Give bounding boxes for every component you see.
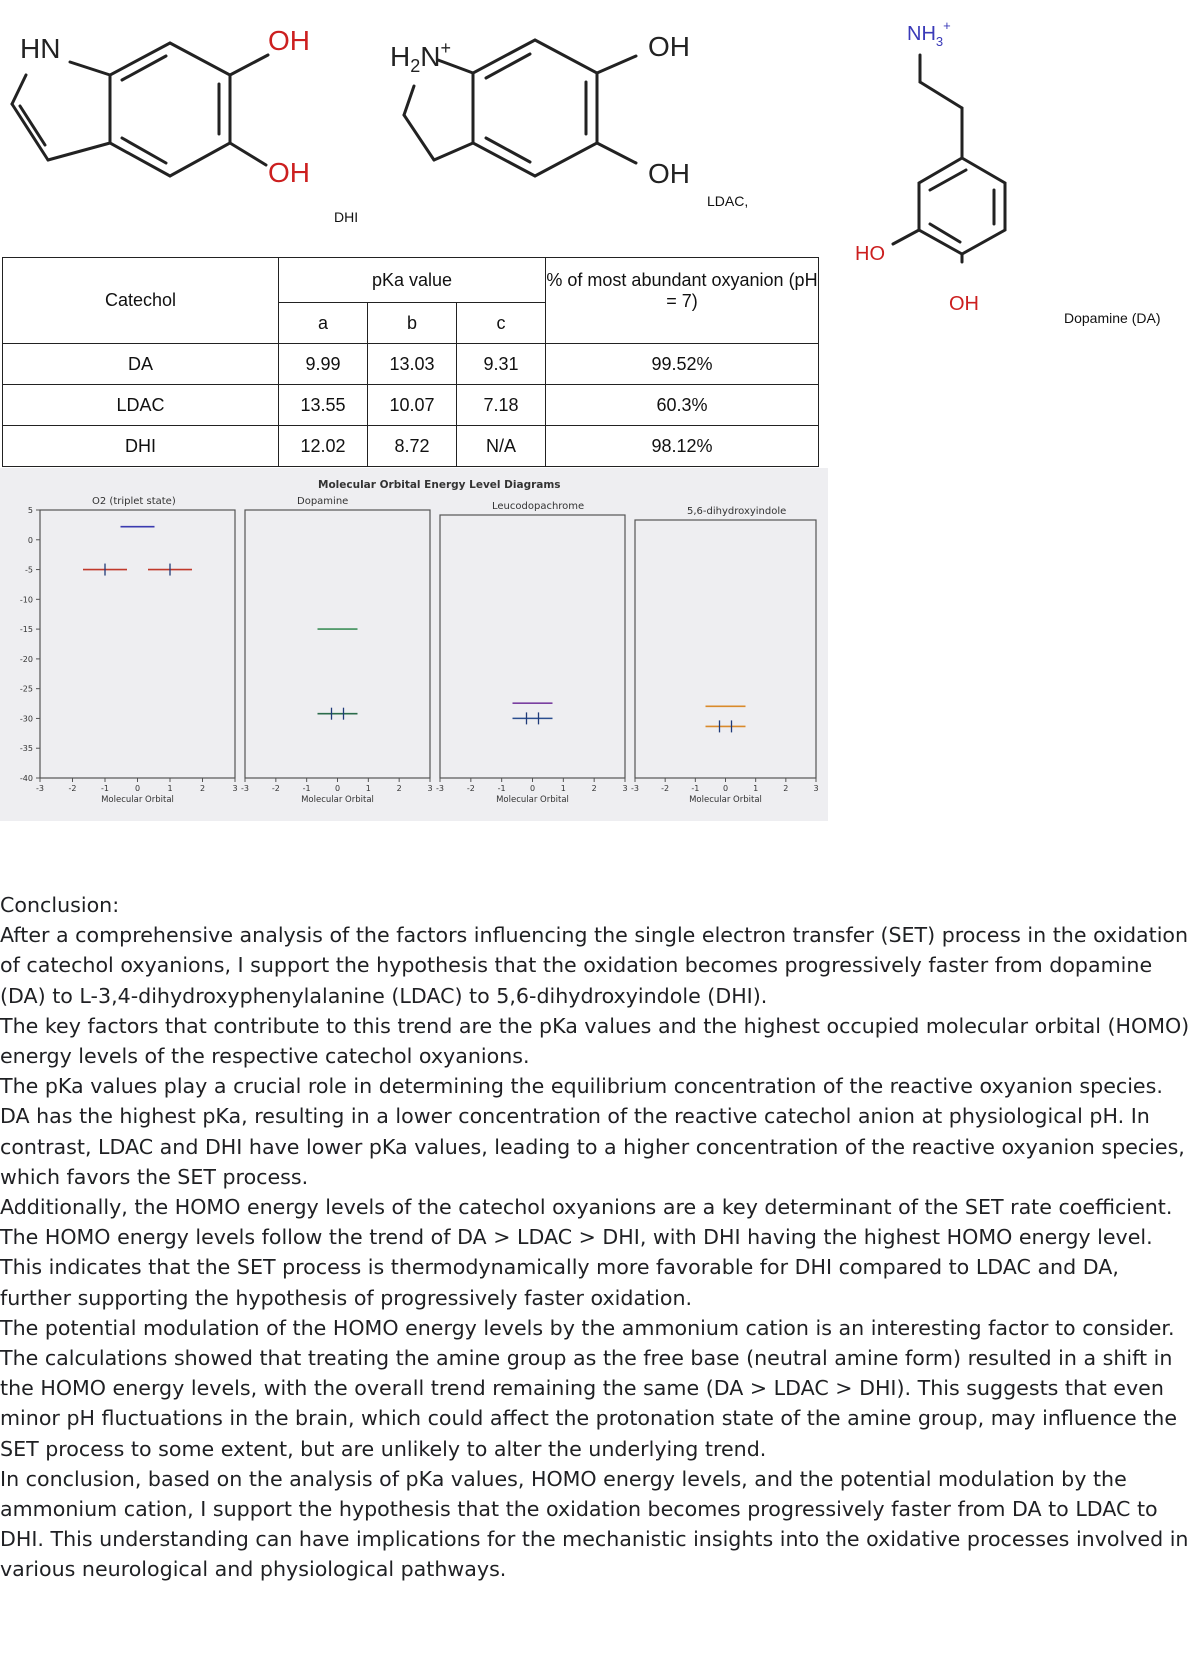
x-tick-label: 3 — [232, 784, 238, 793]
x-tick-label: 0 — [529, 784, 536, 793]
y-tick-label: 0 — [27, 535, 33, 545]
conclusion-paragraph: The pKa values play a crucial role in determining the equilibrium concentration of the reactive oxyanion species. DA has the highest pKa, resulting in a lower concentration of the reactive catechol anion at physiological pH. In contrast, LDAC and DHI have lower pKa values, leading to a higher concentration of the reactive oxyanion species, which favors the SET process. — [0, 1074, 1185, 1189]
mo-diagram-photo — [0, 468, 828, 821]
x-tick-label: 2 — [199, 784, 206, 793]
pka-b: 10.07 — [368, 385, 457, 426]
pka-header: pKa value — [279, 258, 546, 303]
panel-frame — [635, 520, 816, 778]
x-tick-label: 1 — [560, 784, 566, 793]
percent-value: 98.12% — [546, 426, 819, 467]
x-tick-label: -1 — [691, 784, 700, 793]
y-tick-label: -15 — [19, 625, 33, 635]
x-tick-label: 1 — [753, 784, 759, 793]
pka-b: 8.72 — [368, 426, 457, 467]
conclusion-paragraph: The potential modulation of the HOMO energy levels by the ammonium cation is an interesting factor to consider. The calculations showed that treating the amine group as the free base (neutral amine form) resulted in a shift in the HOMO energy levels, with the overall trend remaining the same (DA > LDAC > DHI). This suggests that even minor pH fluctuations in the brain, which could affect the protonation state of the amine group, may influence the SET process to some extent, but are unlikely to alter the underlying trend. — [0, 1315, 1177, 1461]
x-tick-label: -1 — [497, 784, 506, 793]
conclusion-heading: Conclusion: — [0, 893, 120, 917]
pka-c: 9.31 — [457, 344, 546, 385]
panel-frame — [440, 515, 625, 778]
panel-title: 5,6-dihydroxyindole — [687, 506, 787, 517]
dopamine-ammonium-label: $NH_3^+$ — [907, 18, 951, 49]
x-tick-label: 1 — [167, 784, 173, 793]
dopamine-oh-label: OH — [949, 293, 979, 315]
percent-header: % of most abundant oxyanion (pH = 7) — [546, 258, 819, 344]
y-tick-label: -5 — [25, 565, 33, 575]
panel-frame — [245, 510, 430, 778]
table-row — [3, 344, 819, 385]
pka-a: 13.55 — [279, 385, 368, 426]
y-tick-label: 5 — [27, 506, 33, 515]
dhi-nh-label: HN — [20, 33, 61, 64]
pka-a: 12.02 — [279, 426, 368, 467]
y-tick-label: -10 — [19, 595, 33, 605]
pka-b: 13.03 — [368, 344, 457, 385]
catechol-header: Catechol — [3, 258, 279, 344]
ldac-amine-label: $H_2N^+$ — [390, 38, 451, 76]
catechol-name: LDAC — [3, 385, 279, 426]
x-tick-label: -1 — [302, 784, 311, 793]
y-tick-label: -20 — [19, 654, 33, 664]
dhi-oh-bottom-label: OH — [268, 157, 310, 188]
pka-c: 7.18 — [457, 385, 546, 426]
ldac-oh-bottom-label: OH — [648, 158, 690, 189]
conclusion-section — [0, 890, 1196, 1585]
x-tick-label: 3 — [813, 784, 819, 793]
x-tick-label: 2 — [591, 784, 597, 793]
ldac-name: LDAC, — [707, 193, 749, 209]
x-tick-label: 0 — [334, 784, 341, 793]
x-tick-label: 0 — [134, 784, 141, 793]
x-tick-label: -3 — [36, 784, 44, 793]
mo-diagram — [0, 468, 828, 821]
x-tick-label: 3 — [427, 784, 433, 793]
conclusion-paragraph: The key factors that contribute to this trend are the pKa values and the highest occupied molecular orbital (HOMO) energy levels of the respective catechol oxyanions. — [0, 1013, 1190, 1069]
pka-table — [2, 257, 819, 467]
x-tick-label: -2 — [68, 784, 77, 793]
dhi-oh-top-label: OH — [268, 25, 310, 56]
pka-sub-a: a — [279, 303, 368, 344]
catechol-name: DHI — [3, 426, 279, 467]
percent-value: 60.3% — [546, 385, 819, 426]
ldac-oh-top-label: OH — [648, 31, 690, 62]
conclusion-paragraph: In conclusion, based on the analysis of pKa values, HOMO energy levels, and the potential modulation by the ammonium cation, I support the hypothesis that the oxidation becomes progressively faster from DA to LDAC to DHI. This understanding can have implications for the mechanistic insights into the oxidative processes involved in various neurological and physiological pathways. — [0, 1466, 1189, 1582]
table-row — [3, 385, 819, 426]
x-axis-label: Molecular Orbital — [689, 795, 762, 805]
panel-title: Dopamine — [297, 496, 349, 507]
table-row — [3, 426, 819, 467]
mo-title: Molecular Orbital Energy Level Diagrams — [318, 479, 561, 491]
x-tick-label: 3 — [622, 784, 628, 793]
conclusion-paragraph: After a comprehensive analysis of the factors influencing the single electron transfer (SET) process in the oxidation of catechol oxyanions, I support the hypothesis that the oxidation becomes progressively faster from dopamine (DA) to L-3,4-dihydroxyphenylalanine (LDAC) to 5,6-dihydroxyindole (DHI). — [0, 923, 1189, 1008]
y-tick-label: -30 — [19, 714, 33, 724]
dopamine-ho-label: HO — [855, 243, 885, 265]
x-tick-label: -1 — [101, 784, 109, 793]
dopamine-name: Dopamine (DA) — [1064, 310, 1161, 326]
x-tick-label: -3 — [436, 784, 444, 793]
dhi-name: DHI — [334, 209, 359, 225]
conclusion-paragraph: Additionally, the HOMO energy levels of the catechol oxyanions are a key determinant of the SET rate coefficient. The HOMO energy levels follow the trend of DA > LDAC > DHI, with DHI having the highest HOMO energy level. This indicates that the SET process is thermodynamically more favorable for DHI compared to LDAC and DA, further supporting the hypothesis of progressively faster oxidation. — [0, 1195, 1173, 1310]
x-tick-label: -2 — [661, 784, 670, 793]
y-tick-label: -25 — [19, 684, 33, 694]
percent-value: 99.52% — [546, 344, 819, 385]
x-axis-label: Molecular Orbital — [101, 795, 174, 805]
x-tick-label: -2 — [466, 784, 475, 793]
x-tick-label: -3 — [631, 784, 639, 793]
panel-title: Leucodopachrome — [492, 501, 585, 512]
x-axis-label: Molecular Orbital — [301, 795, 374, 805]
x-tick-label: -3 — [241, 784, 249, 793]
pka-c: N/A — [457, 426, 546, 467]
pka-sub-c: c — [457, 303, 546, 344]
x-tick-label: 2 — [396, 784, 402, 793]
pka-sub-b: b — [368, 303, 457, 344]
pka-a: 9.99 — [279, 344, 368, 385]
panel-title: O2 (triplet state) — [92, 496, 176, 507]
x-tick-label: 2 — [783, 784, 789, 793]
x-tick-label: 1 — [365, 784, 371, 793]
y-tick-label: -40 — [19, 774, 33, 783]
x-tick-label: -2 — [271, 784, 280, 793]
y-tick-label: -35 — [19, 744, 33, 754]
x-tick-label: 0 — [722, 784, 729, 793]
x-axis-label: Molecular Orbital — [496, 795, 569, 805]
panel-frame — [40, 510, 235, 778]
catechol-name: DA — [3, 344, 279, 385]
